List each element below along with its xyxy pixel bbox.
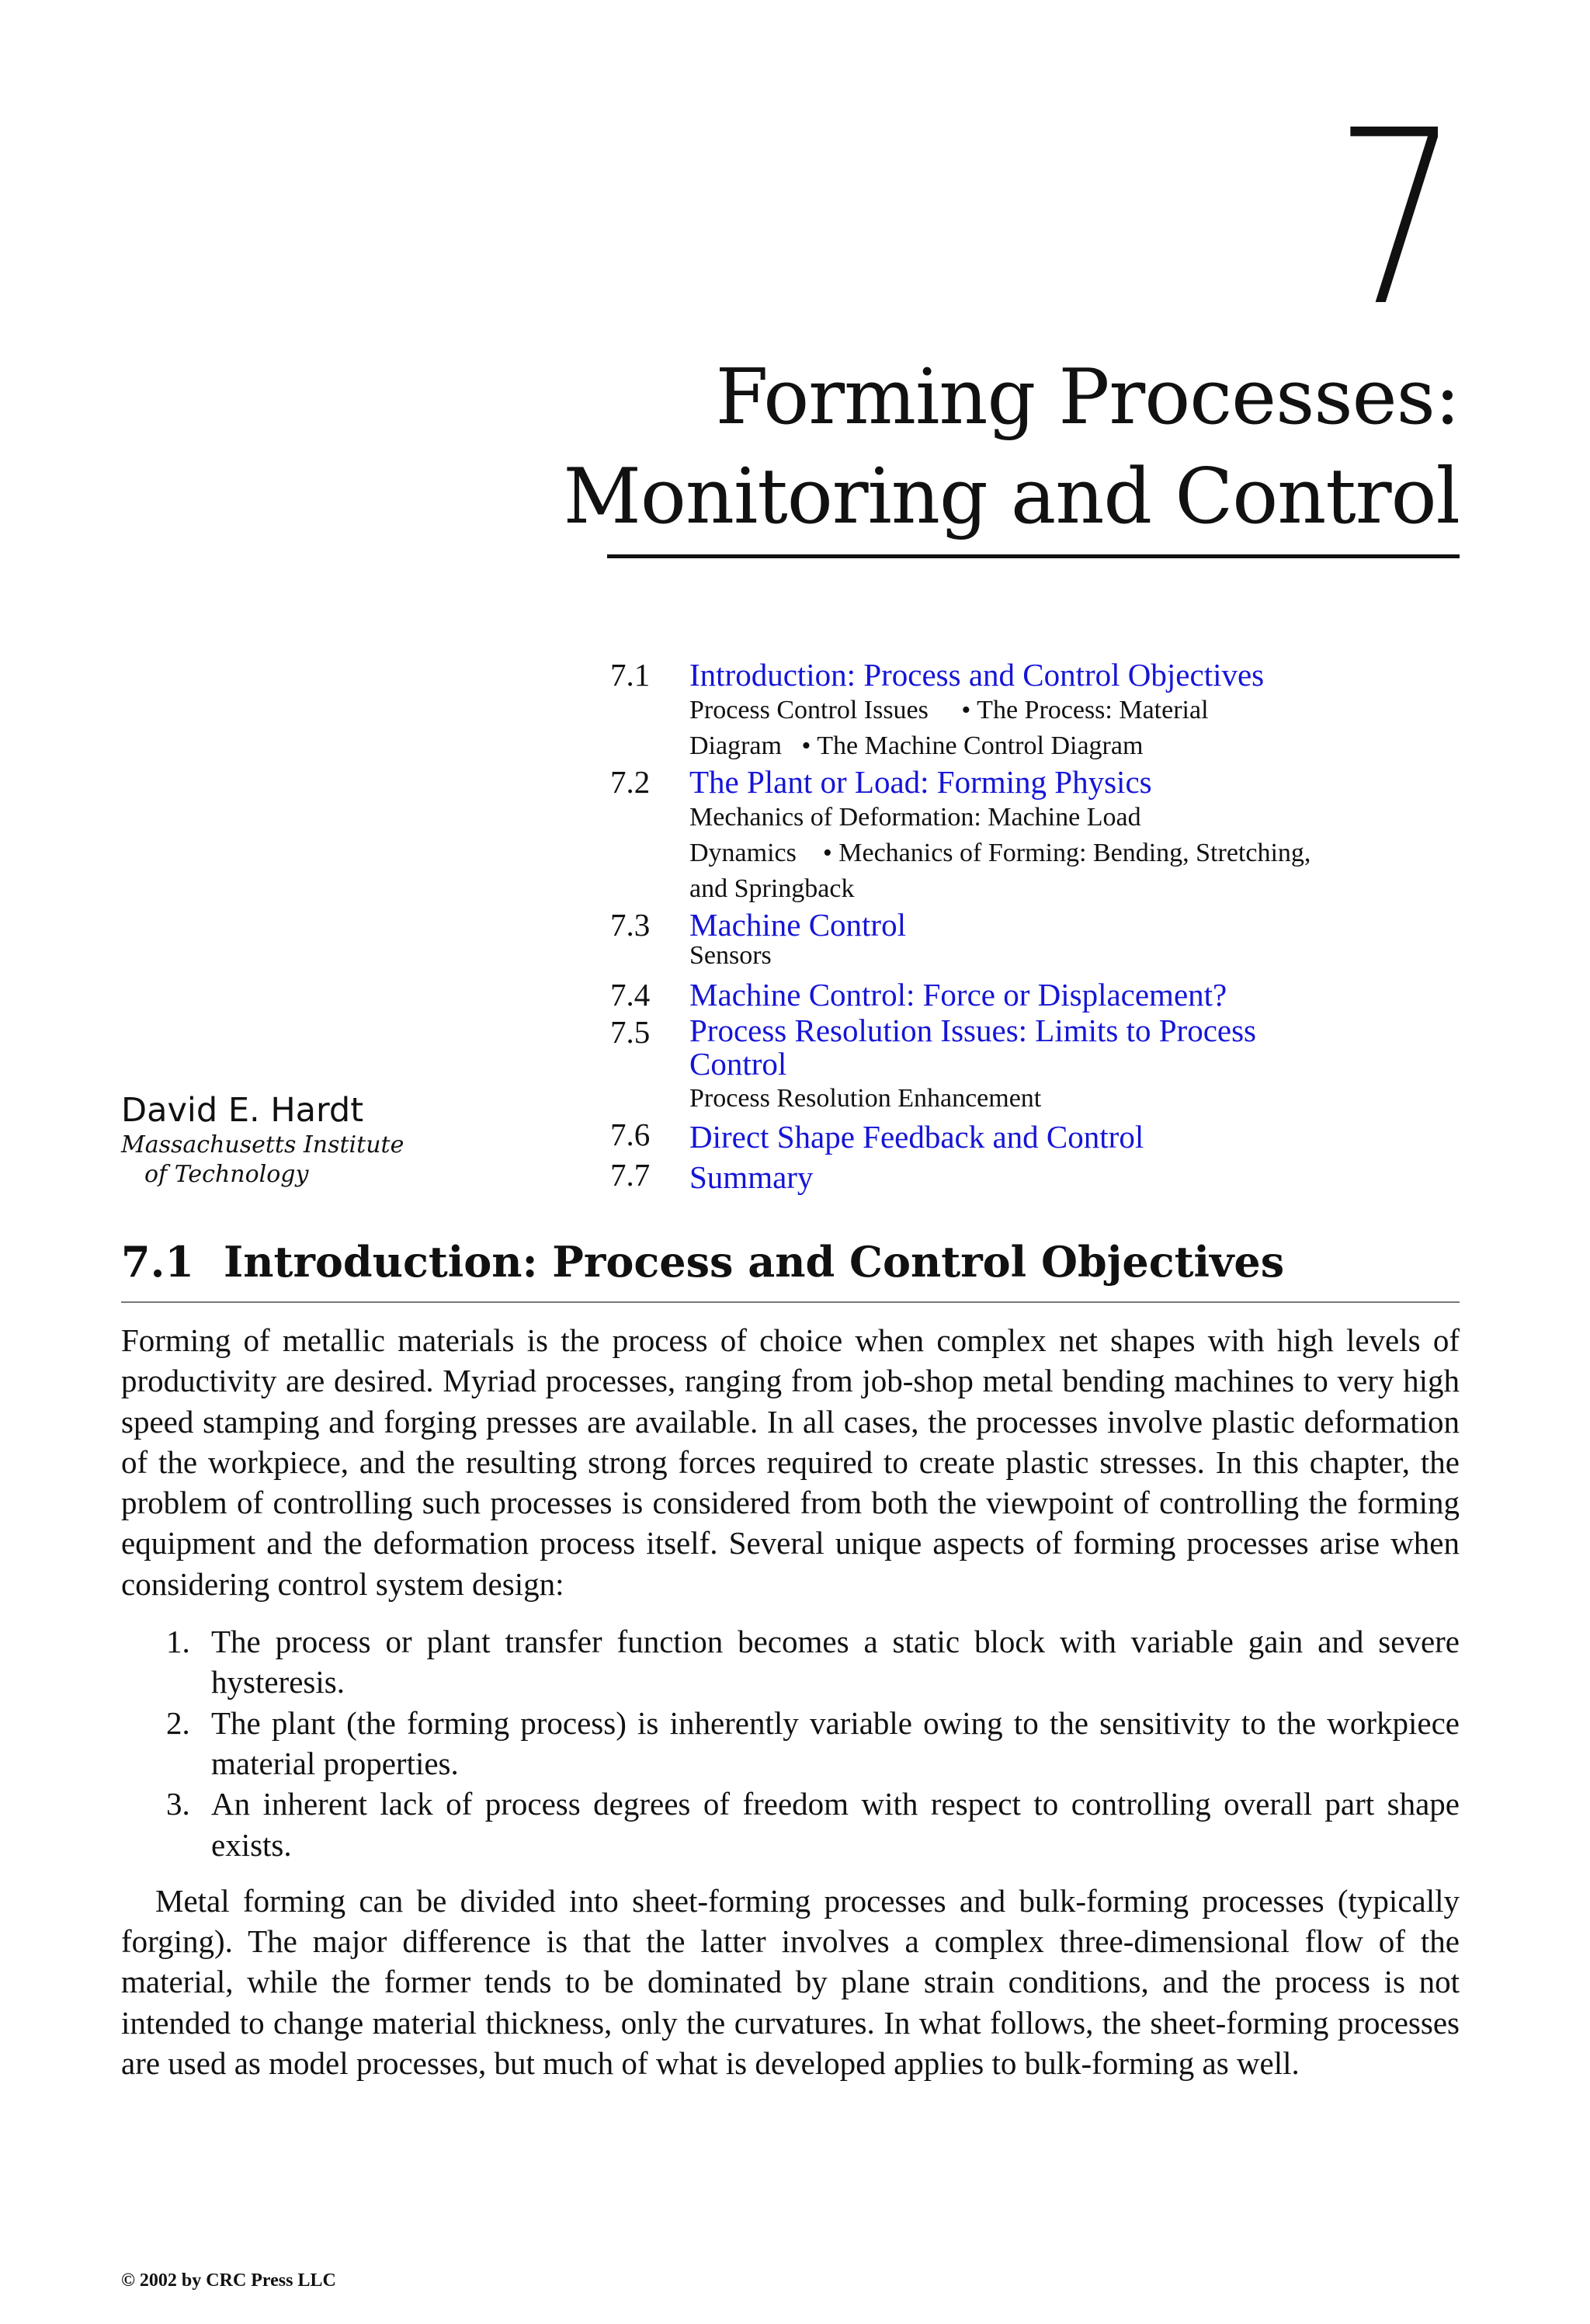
section-divider	[121, 1301, 1460, 1303]
author-affiliation: Massachusetts Institute	[121, 1131, 404, 1159]
toc-entry-7-3	[610, 907, 1464, 969]
toc-number: 7.7	[610, 1157, 651, 1193]
objectives-list	[121, 1621, 1460, 1865]
toc-entry-7-5	[610, 1014, 1464, 1117]
toc-entry-7-6	[610, 1117, 1464, 1157]
toc-entry-7-7	[610, 1157, 1464, 1197]
paragraph: Metal forming can be divided into sheet-forming processes and bulk-forming processes (typically forging). The major difference is that the latter involves a complex three-dimensional flow of the material, while the former tends to be dominated by plane strain conditions, and the process is not intended to change material thickness, only the curvatures. In what follows, the sheet-forming processes are used as model processes, but much of what is developed applies to bulk-forming as well.	[121, 1882, 1460, 2082]
toc-number: 7.1	[610, 657, 651, 693]
copyright-notice: © 2002 by CRC Press LLC	[121, 2270, 336, 2291]
table-of-contents	[610, 657, 1464, 1197]
chapter-number: 7	[1334, 79, 1460, 360]
toc-number: 7.3	[610, 907, 651, 943]
author-name: David E. Hardt	[121, 1091, 364, 1130]
list-number: 2.	[166, 1704, 190, 1741]
toc-link-direct-shape-feedback[interactable]: Direct Shape Feedback and Control	[689, 1119, 1144, 1155]
toc-link-machine-control[interactable]: Machine Control	[689, 907, 906, 943]
author-affiliation-continued: of Technology	[144, 1161, 309, 1188]
toc-subtopic: Mechanics of Deformation: Machine Load	[689, 803, 1141, 832]
toc-entry-7-1	[610, 657, 1464, 764]
body-text	[121, 1320, 1460, 2083]
toc-subtopic: Process Control Issues	[689, 696, 929, 724]
toc-subtopic: Diagram	[689, 731, 782, 760]
toc-link-process-resolution[interactable]: Process Resolution Issues: Limits to Process Control	[689, 1013, 1257, 1082]
list-item	[121, 1621, 1460, 1703]
toc-link-force-or-displacement[interactable]: Machine Control: Force or Displacement?	[689, 977, 1227, 1013]
title-divider	[607, 554, 1460, 558]
toc-subtopic: • The Machine Control Diagram	[801, 731, 1144, 760]
toc-subtopic: Dynamics	[689, 839, 797, 867]
toc-subtopic: • The Process: Material	[961, 696, 1209, 724]
list-number: 1.	[166, 1624, 190, 1660]
toc-subtopic: Sensors	[689, 941, 772, 970]
paragraph: Forming of metallic materials is the process of choice when complex net shapes with high levels of productivity are desired. Myriad processes, ranging from job-shop metal bending machines to very high speed stamping and forging presses are available. In all cases, the processes involve plastic deformation of the workpiece, and the resulting strong forces required to create plastic stresses. In this chapter, the problem of controlling such processes is considered from both the viewpoint of controlling the forming equipment and the deformation process itself. Several unique aspects of forming processes arise when considering control system design:	[121, 1322, 1460, 1602]
toc-link-introduction[interactable]: Introduction: Process and Control Objectives	[689, 657, 1265, 693]
toc-subtopic: Process Resolution Enhancement	[689, 1084, 1042, 1113]
toc-subtopics	[689, 800, 1464, 907]
toc-entry-7-2	[610, 764, 1464, 907]
chapter-title-line-2: Monitoring and Control	[563, 453, 1460, 541]
section-title: Introduction: Process and Control Objectives	[224, 1237, 1285, 1287]
list-item	[121, 1784, 1460, 1865]
list-item	[121, 1703, 1460, 1784]
toc-subtopic: • Mechanics of Forming: Bending, Stretching,	[822, 839, 1311, 867]
toc-number: 7.5	[610, 1014, 651, 1050]
toc-link-summary[interactable]: Summary	[689, 1159, 814, 1195]
chapter-title	[528, 348, 1460, 547]
list-number: 3.	[166, 1786, 190, 1822]
section-heading	[121, 1235, 1460, 1289]
toc-entry-7-4	[610, 977, 1464, 1013]
section-number: 7.1	[121, 1237, 194, 1287]
toc-subtopics	[689, 943, 1464, 969]
list-item-text: The process or plant transfer function becomes a static block with variable gain and severe hysteresis.	[211, 1624, 1460, 1700]
chapter-title-line-1: Forming Processes:	[715, 353, 1460, 442]
author-block	[121, 1090, 404, 1190]
toc-subtopics	[689, 1081, 1464, 1117]
list-item-text: An inherent lack of process degrees of freedom with respect to controlling overall part shape exists.	[211, 1786, 1460, 1863]
toc-subtopics	[689, 693, 1464, 764]
toc-number: 7.2	[610, 764, 651, 800]
toc-number: 7.4	[610, 977, 651, 1013]
toc-link-plant-or-load[interactable]: The Plant or Load: Forming Physics	[689, 764, 1152, 800]
toc-number: 7.6	[610, 1117, 651, 1152]
list-item-text: The plant (the forming process) is inherently variable owing to the sensitivity to the workpiece material properties.	[211, 1704, 1460, 1781]
toc-subtopic: and Springback	[689, 874, 855, 903]
